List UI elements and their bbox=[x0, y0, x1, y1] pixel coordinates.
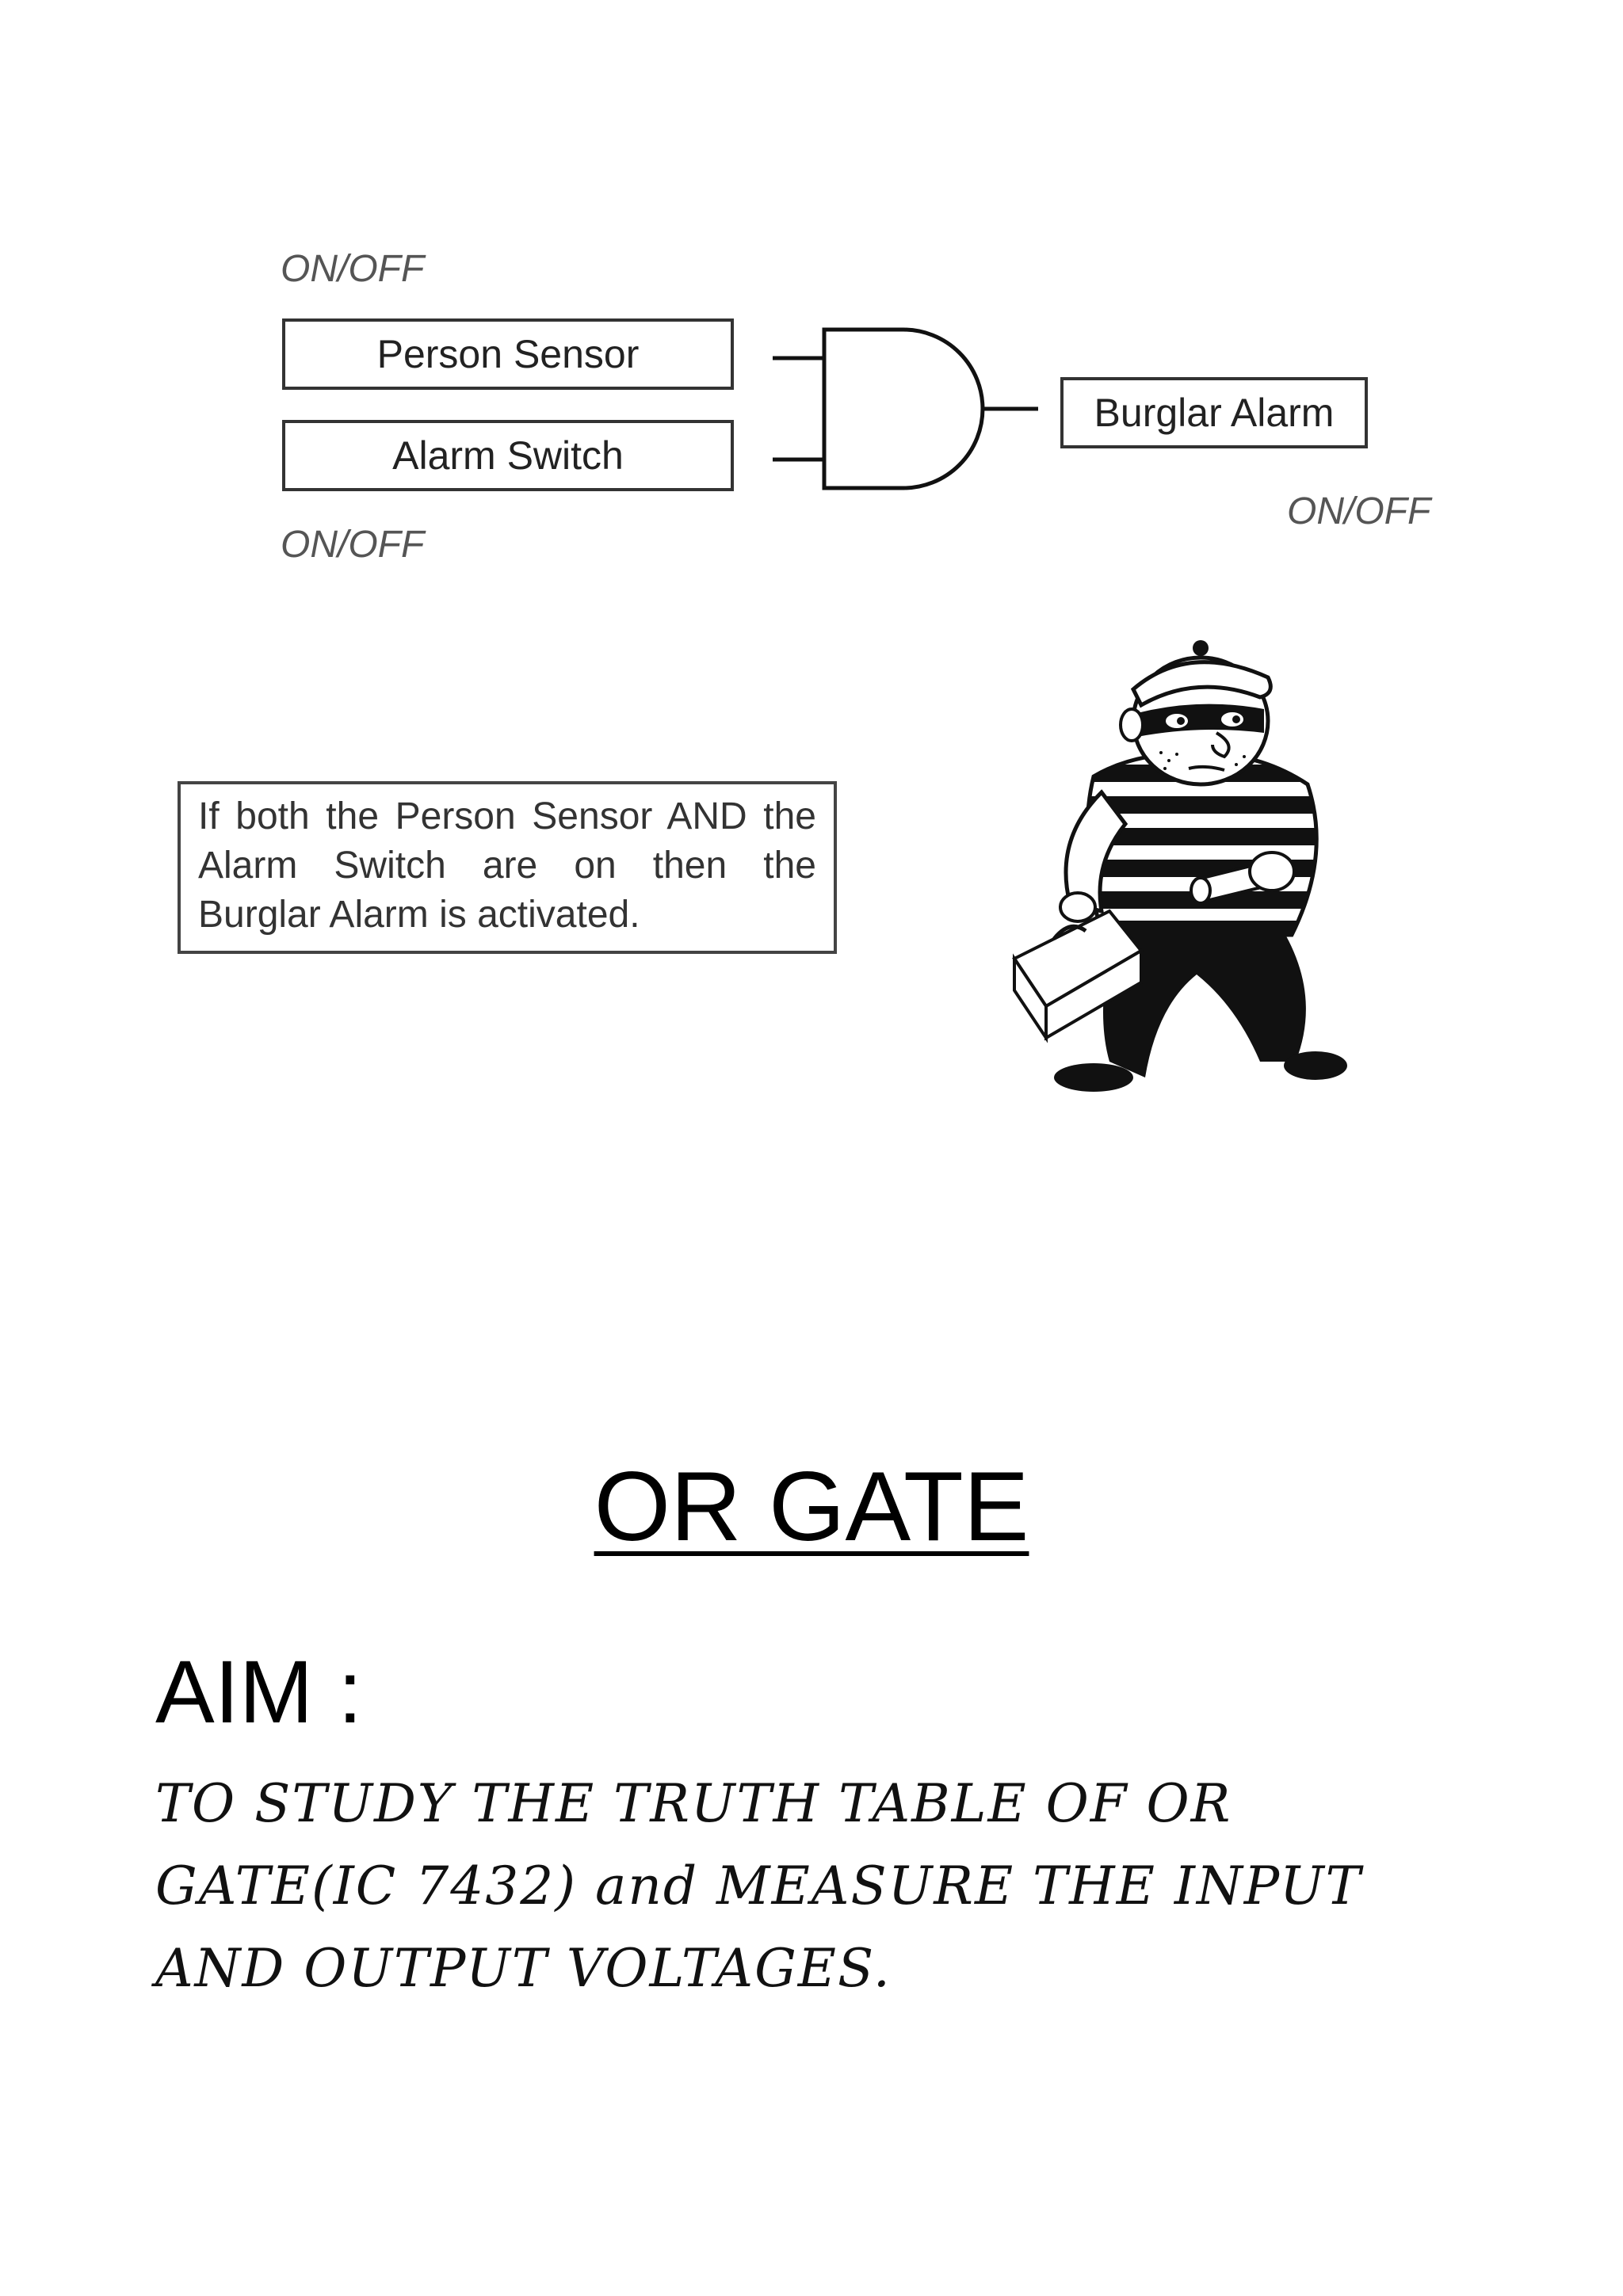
page-title-text: OR GATE bbox=[594, 1452, 1029, 1562]
and-gate-symbol bbox=[761, 317, 1046, 523]
person-sensor-label: Person Sensor bbox=[376, 332, 640, 376]
aim-line: TO STUDY THE TRUTH TABLE OF OR bbox=[155, 1773, 1232, 1834]
page-title bbox=[0, 1452, 1623, 1562]
person-sensor-box bbox=[282, 318, 734, 390]
output-state-label: ON/OFF bbox=[1287, 490, 1431, 532]
alarm-switch-box bbox=[282, 420, 734, 491]
burglar-illustration bbox=[999, 634, 1426, 1109]
aim-heading: AIM : bbox=[155, 1642, 363, 1741]
description-box: If both the Person Sensor AND the Alarm Switch are on then the Burglar Alarm is activated. bbox=[178, 781, 837, 954]
aim-line: GATE(IC 7432) and MEASURE THE INPUT bbox=[155, 1855, 1362, 1917]
aim-line: AND OUTPUT VOLTAGES. bbox=[155, 1938, 892, 1999]
alarm-switch-label: Alarm Switch bbox=[392, 433, 624, 478]
burglar-alarm-label: Burglar Alarm bbox=[1094, 391, 1335, 435]
input2-state-label: ON/OFF bbox=[281, 524, 425, 566]
burglar-alarm-box bbox=[1060, 377, 1368, 448]
input1-state-label: ON/OFF bbox=[281, 248, 425, 290]
aim-text bbox=[155, 1763, 1503, 2010]
